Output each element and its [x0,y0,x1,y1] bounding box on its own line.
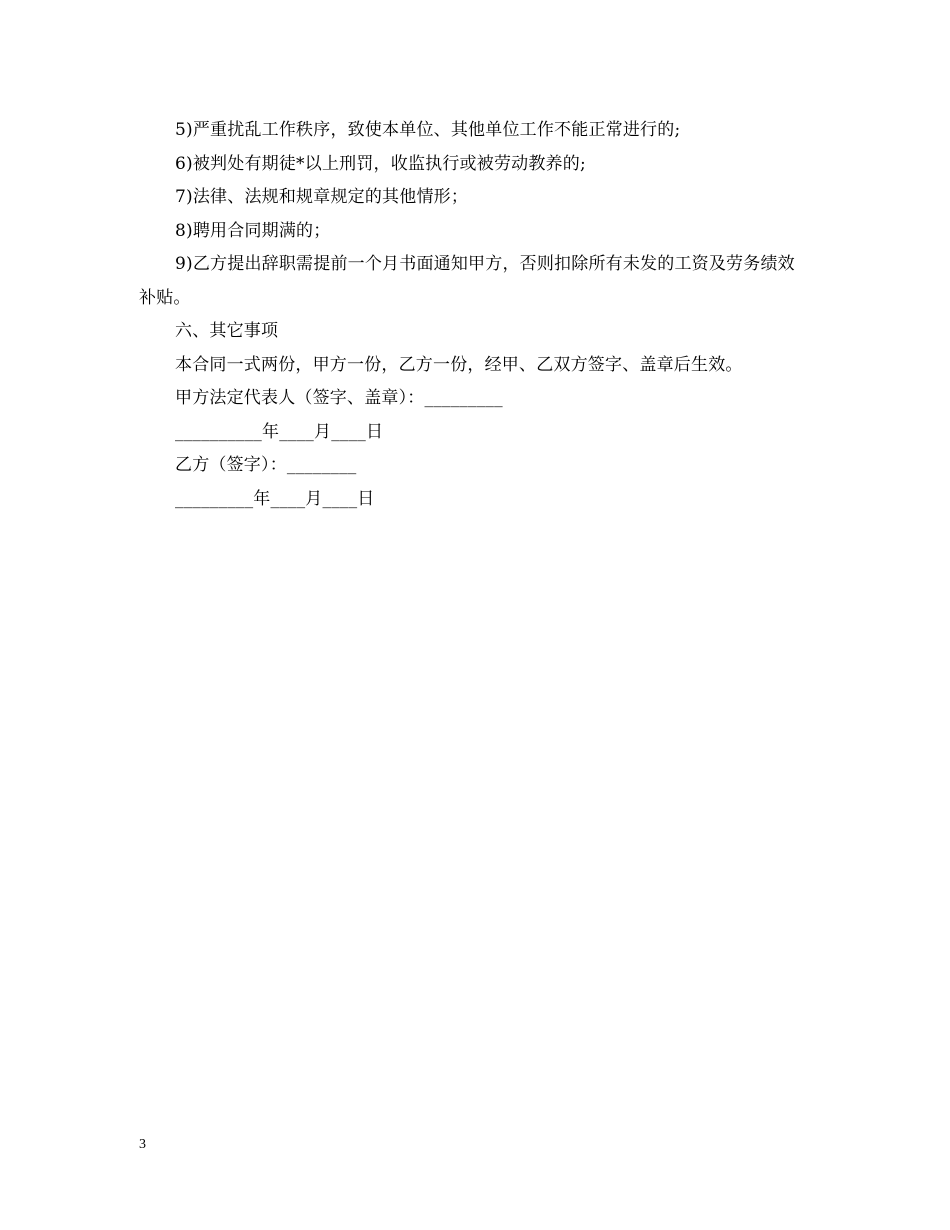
section-heading-other-matters: 六、其它事项 [175,321,279,341]
party-b-signature-line: 乙方（签字）：________ [175,455,357,475]
party-a-date-line: __________年____月____日 [175,421,384,442]
clause-6: 6)被判处有期徒*以上刑罚，收监执行或被劳动教养的; [175,153,586,174]
clause-5: 5)严重扰乱工作秩序，致使本单位、其他单位工作不能正常进行的; [175,120,681,140]
clause-8: 8)聘用合同期满的； [175,220,331,241]
page-number: 3 [139,1137,146,1152]
clause-9: 9)乙方提出辞职需提前一个月书面通知甲方，否则扣除所有未发的工资及劳务绩效补贴。 [139,254,795,308]
party-a-signature-line: 甲方法定代表人（签字、盖章）：_________ [175,388,503,408]
contract-copies-statement: 本合同一式两份，甲方一份，乙方一份，经甲、乙双方签字、盖章后生效。 [175,354,743,375]
clause-7: 7)法律、法规和规章规定的其他情形； [175,187,469,207]
party-b-date-line: _________年____月____日 [175,488,375,509]
document-body [139,114,811,516]
